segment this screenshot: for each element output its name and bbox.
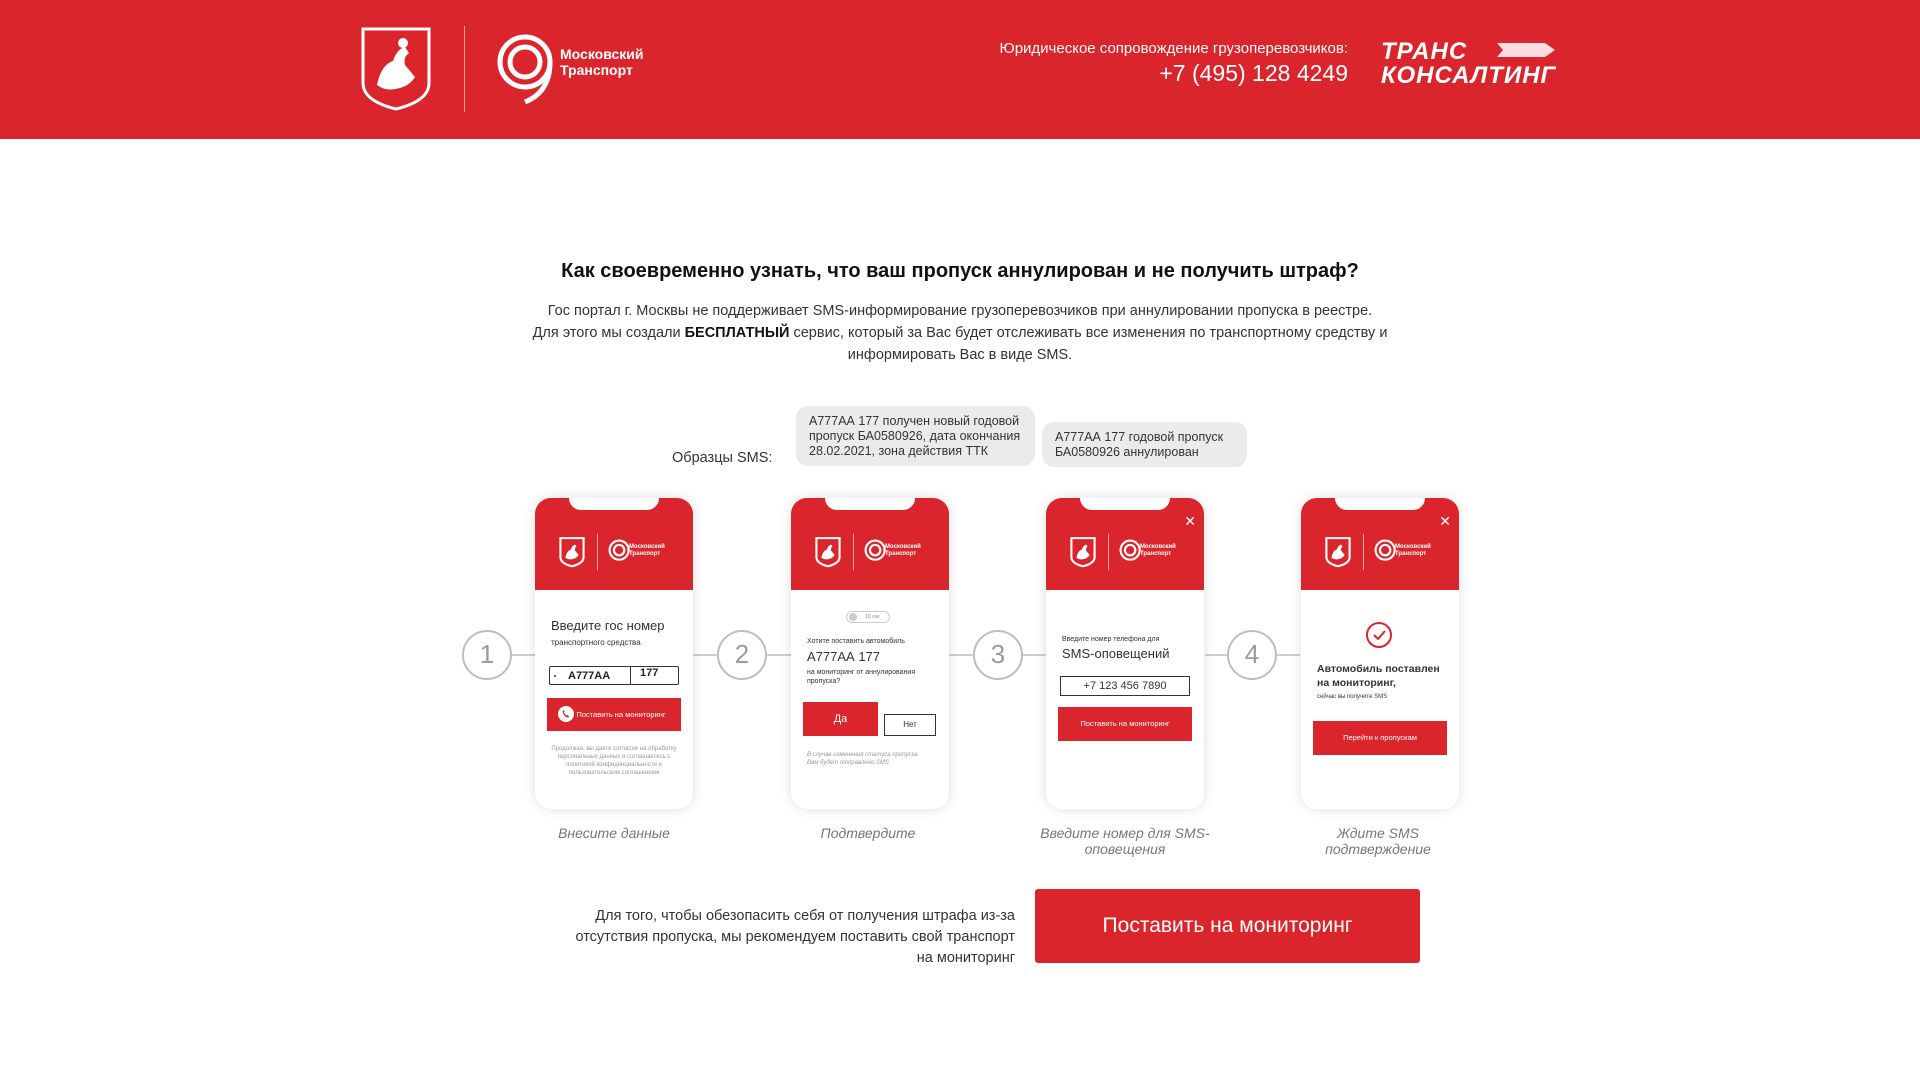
header-phone-link[interactable]: +7 (495) 128 4249 — [1159, 60, 1348, 86]
mini-mt-line1: Московский — [1395, 544, 1431, 550]
step-connector — [767, 654, 791, 656]
yes-button[interactable]: Да — [803, 702, 878, 736]
trans-consulting-logo[interactable] — [1381, 38, 1561, 90]
tc-arrow-icon — [1497, 43, 1557, 57]
phone-header-divider — [853, 534, 854, 570]
phone-header — [535, 498, 693, 590]
phone-notch — [825, 498, 915, 510]
step-connector — [949, 654, 973, 656]
intro-line1: Гос портал г. Москвы не поддерживает SMS-информирование грузоперевозчиков при аннулировании пропуска в реестре. — [547, 303, 1373, 319]
whatsapp-icon — [557, 705, 575, 723]
mini-mt-text — [629, 544, 665, 558]
start-monitoring-button[interactable]: Поставить на мониторинг — [1035, 889, 1420, 963]
phone-header — [1301, 498, 1459, 590]
phone-header-divider — [1363, 534, 1364, 570]
intro-line2-pre: Для этого мы создали — [532, 325, 685, 341]
step-connector — [693, 654, 717, 656]
mini-mt-text — [885, 544, 921, 558]
mini-mt-line1: Московский — [1140, 544, 1176, 550]
cta-description: Для того, чтобы обезопасить себя от получения штрафа из-за отсутствия пропуска, мы рекомендуем поставить свой транспорт на мониторинг — [575, 908, 1015, 966]
no-button[interactable]: Нет — [884, 714, 936, 736]
page-title: Как своевременно узнать, что ваш пропуск аннулирован и не получить штраф? — [561, 260, 1359, 282]
header-divider — [464, 26, 465, 112]
mini-mt-text — [1140, 544, 1176, 558]
phone3-small-label: Введите номер телефона для — [1062, 636, 1160, 643]
site-header — [0, 0, 1920, 139]
sms-sample-bubble-1: А777АА 177 получен новый годовой пропуск БА0580926, дата окончания 28.02.2021, зона действия ТТК — [796, 406, 1035, 466]
step-number-4: 4 — [1227, 630, 1277, 680]
license-plate-input[interactable] — [549, 666, 679, 685]
step-caption-2: Подтвердите — [820, 825, 916, 841]
close-icon[interactable]: ✕ — [1439, 513, 1451, 529]
phone-mockup-step-2 — [791, 498, 949, 809]
mt-line1: Московский — [560, 46, 644, 62]
intro-line2-post: сервис, который за Вас будет отслеживать все изменения по транспортному средству и — [789, 325, 1388, 341]
phone1-monitor-button-label: Поставить на мониторинг — [576, 710, 666, 719]
moscow-transport-logo-text — [560, 46, 643, 78]
tc-line2: КОНСАЛТИНГ — [1381, 62, 1557, 89]
success-check-icon — [1366, 622, 1392, 648]
phone-header — [791, 498, 949, 590]
phone1-consent-note: Продолжая, вы даете согласие на обработку персональных данных и соглашаетесь с политикой конфиденциальности и пользовательским соглашением — [551, 746, 677, 776]
sms-sample-bubble-2: А777АА 177 годовой пропуск БА0580926 аннулирован — [1042, 422, 1247, 467]
mini-mt-line2: Транспорт — [629, 551, 661, 557]
phone1-monitor-button[interactable] — [547, 698, 681, 731]
mini-mt-line1: Московский — [885, 544, 921, 550]
go-to-passes-button[interactable]: Перейти к пропускам — [1313, 721, 1447, 755]
plate-region: 177 — [640, 667, 659, 679]
step-caption-4: Ждите SMS подтверждение — [1325, 825, 1431, 857]
step-connector — [1205, 654, 1227, 656]
phone2-question: Хотите поставить автомобиль — [807, 638, 905, 645]
step-connector — [512, 654, 535, 656]
phone4-heading: Автомобиль поставлен на мониторинг, — [1317, 663, 1440, 689]
step-number-3: 3 — [973, 630, 1023, 680]
phone3-heading: SMS-оповещений — [1062, 646, 1170, 661]
intro-text — [0, 300, 1920, 366]
mini-mt-line2: Транспорт — [1140, 551, 1172, 557]
phone-mockup-step-4 — [1301, 498, 1459, 809]
mini-mt-line2: Транспорт — [885, 551, 917, 557]
mini-mt-line2: Транспорт — [1395, 551, 1427, 557]
phone-notch — [1335, 498, 1425, 510]
moscow-coat-of-arms-icon — [1325, 536, 1351, 568]
moscow-coat-of-arms-icon — [559, 536, 585, 568]
step-caption-1: Внесите данные — [558, 825, 670, 841]
phone-notch — [1080, 498, 1170, 510]
plate-number: А777АА — [568, 670, 611, 682]
moscow-coat-of-arms-icon — [815, 536, 841, 568]
phone-notch — [569, 498, 659, 510]
phone-mockup-step-3 — [1046, 498, 1204, 809]
step-number-1: 1 — [462, 630, 512, 680]
step-number-2: 2 — [717, 630, 767, 680]
phone-number-input[interactable]: +7 123 456 7890 — [1060, 676, 1190, 696]
step-connector — [1277, 654, 1300, 656]
phone3-monitor-button[interactable]: Поставить на мониторинг — [1058, 707, 1192, 741]
plate-dot — [554, 675, 556, 677]
intro-line2 — [0, 322, 1920, 344]
phone2-question-cont: на мониторинг от аннулирования пропуска? — [807, 669, 916, 685]
phone4-small-label: сейчас вы получите SMS — [1317, 694, 1388, 700]
tc-line1: ТРАНС — [1381, 38, 1468, 65]
timer-toggle[interactable]: 10 сек — [846, 611, 890, 623]
step-caption-3: Введите номер для SMS-оповещения — [1040, 825, 1210, 857]
mini-mt-text — [1395, 544, 1431, 558]
sms-samples-label: Образцы SMS: — [672, 450, 773, 466]
phone2-status-note: В случае изменения статуса пропуска Вам будет отправлено SMS — [807, 752, 918, 766]
mini-mt-line1: Московский — [629, 544, 665, 550]
phone-header-divider — [1108, 534, 1109, 570]
mt-line2: Транспорт — [560, 62, 633, 78]
phone1-subheading: транспортного средства — [551, 638, 641, 647]
moscow-coat-of-arms-icon — [1070, 536, 1096, 568]
phone1-heading: Введите гос номер — [551, 618, 665, 633]
phone2-plate: А777АА 177 — [807, 649, 881, 664]
moscow-coat-of-arms-icon[interactable] — [359, 25, 433, 112]
intro-free-highlight: БЕСПЛАТНЫЙ — [684, 325, 790, 341]
step-connector — [1023, 654, 1047, 656]
legal-support-caption: Юридическое сопровождение грузоперевозчиков: — [999, 40, 1348, 57]
close-icon[interactable]: ✕ — [1184, 513, 1196, 529]
phone-header — [1046, 498, 1204, 590]
phone-header-divider — [597, 534, 598, 570]
intro-line3: информировать Вас в виде SMS. — [847, 347, 1073, 363]
plate-separator — [630, 667, 631, 684]
phone-mockup-step-1 — [535, 498, 693, 809]
